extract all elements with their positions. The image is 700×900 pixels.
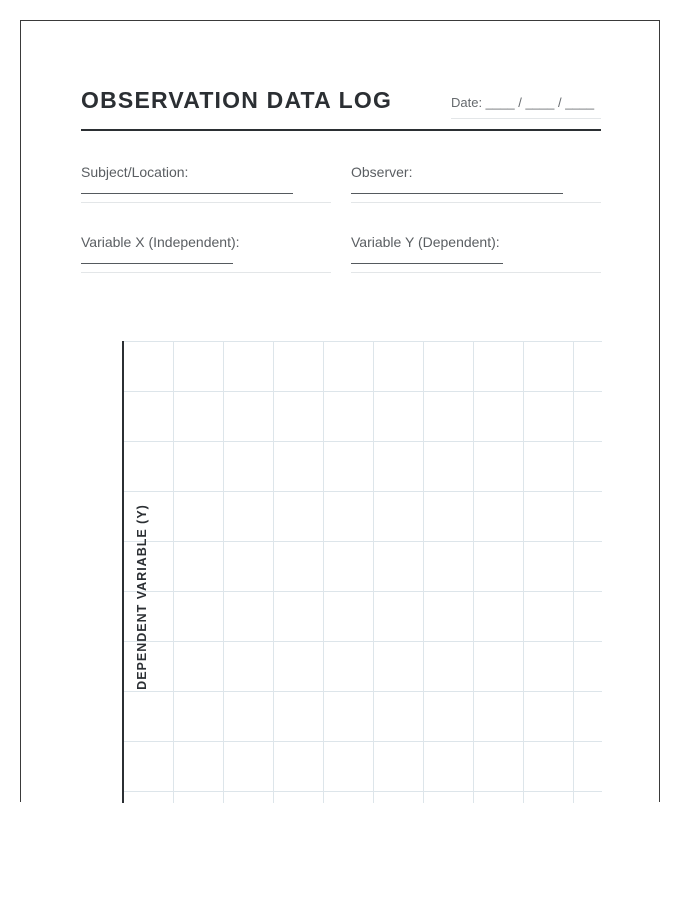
variable-x-blank[interactable] <box>81 263 233 264</box>
graph-area[interactable] <box>122 341 602 803</box>
observer-underline <box>351 202 601 203</box>
graph-grid <box>122 341 602 803</box>
subject-location-field[interactable] <box>81 164 331 180</box>
observer-blank[interactable] <box>351 193 563 194</box>
variable-y-blank[interactable] <box>351 263 503 264</box>
variable-x-label: Variable X (Independent): <box>81 234 240 250</box>
variable-y-label: Variable Y (Dependent): <box>351 234 500 250</box>
observer-field[interactable] <box>351 164 601 180</box>
variable-y-underline <box>351 272 601 273</box>
header-divider <box>81 129 601 131</box>
y-axis-label: DEPENDENT VARIABLE (Y) <box>135 504 149 690</box>
variable-x-underline <box>81 272 331 273</box>
date-field[interactable]: Date: ____ / ____ / ____ <box>451 95 595 110</box>
date-underline <box>451 118 601 119</box>
log-sheet <box>20 20 660 802</box>
observer-label: Observer: <box>351 164 413 180</box>
subject-location-blank[interactable] <box>81 193 293 194</box>
subject-location-label: Subject/Location: <box>81 164 189 180</box>
page-title: OBSERVATION DATA LOG <box>81 87 393 113</box>
variable-y-field[interactable] <box>351 234 601 250</box>
variable-x-field[interactable] <box>81 234 331 250</box>
subject-location-underline <box>81 202 331 203</box>
